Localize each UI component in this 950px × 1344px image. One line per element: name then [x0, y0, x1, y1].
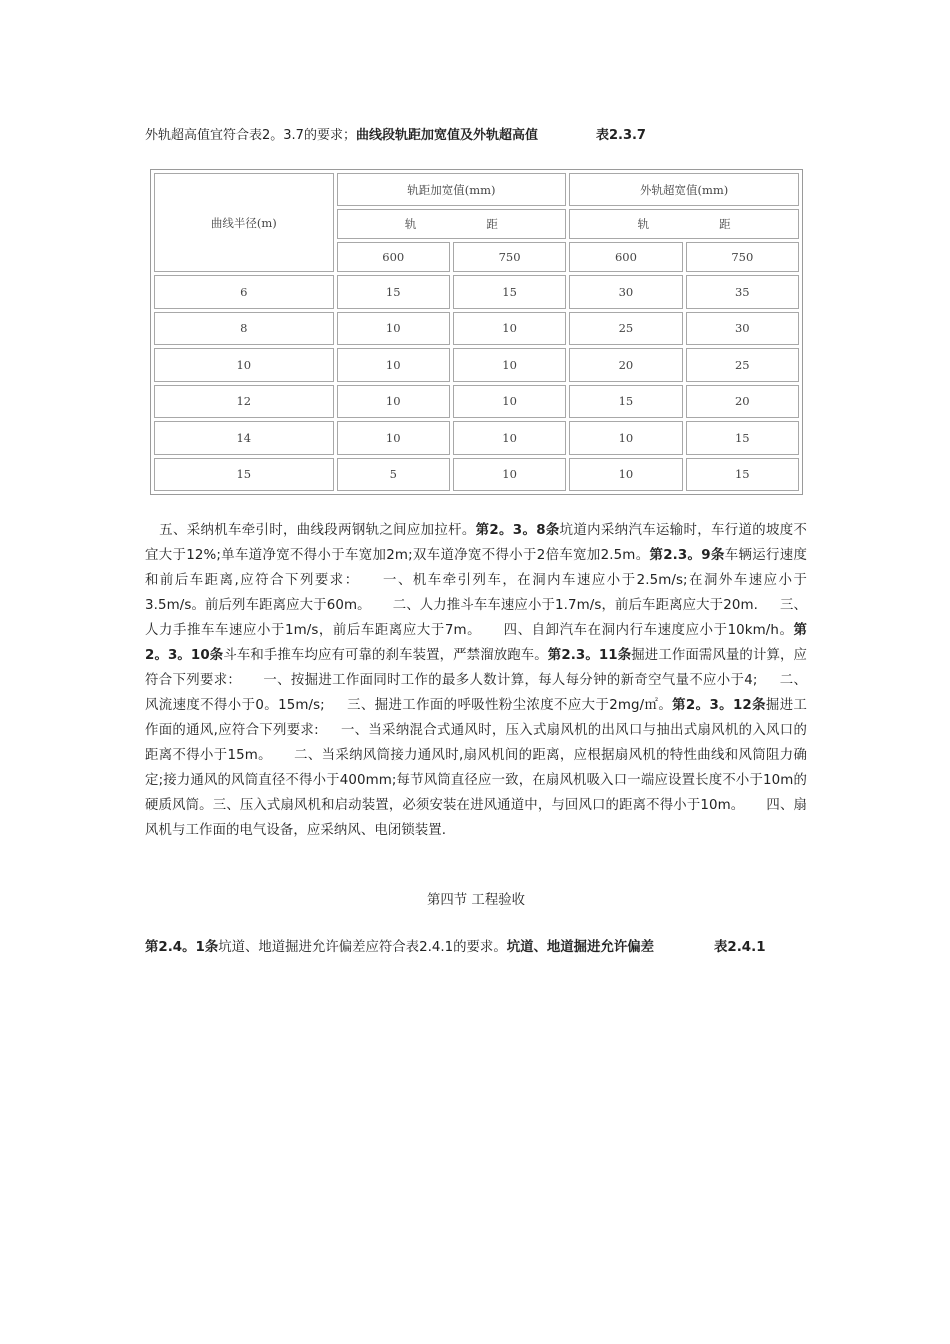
body-paragraph	[145, 518, 807, 843]
section-title: 第四节 工程验收	[427, 893, 525, 908]
table-caption: 曲线段轨距加宽值及外轨超高值	[355, 128, 538, 143]
article-2-3-9: 第2.3。9条	[649, 548, 725, 563]
subheader-gauge-super: 轨 距	[569, 209, 799, 239]
header-widen: 轨距加宽值(mm)	[337, 173, 567, 206]
header-super: 外轨超宽值(mm)	[569, 173, 799, 206]
table-number: 表2.3.7	[595, 128, 646, 143]
article-2-3-11: 第2.3。11条	[547, 648, 632, 663]
table-intro-line	[145, 126, 807, 146]
subheader-gauge-widen: 轨 距	[337, 209, 567, 239]
header-radius: 曲线半径(m)	[154, 173, 334, 272]
text-p5: 掘进工作面需风量的计算，应符合下列要求：	[145, 648, 808, 688]
table-caption-2: 坑道、地道掘进允许偏差	[506, 940, 655, 955]
text-p2: 坑道内采纳汽车运输时，车行道的坡度不宜大于12%;单车道净宽不得小于车宽加2m;双车道净宽不得小于2倍车宽加2.5m。	[145, 523, 807, 563]
gauge-600: 600	[337, 242, 450, 272]
table-row: 15 5 10 10 15	[154, 458, 799, 492]
last-text: 坑道、地道掘进允许偏差应符合表2.4.1的要求。	[218, 940, 507, 955]
text-p6c: 三、压入式扇风机和启动装置，必须安装在进风通道中，与回风口的距离不得小于10m。	[212, 798, 745, 813]
text-p3a: 一、机车牵引列车，在洞内车速应小于2.5m/s;在洞外车速应小于3.5m/s。前后列车距离应大于60m。	[145, 573, 807, 613]
text-p5c: 三、掘进工作面的呼吸性粉尘浓度不应大于2mg/㎡。	[346, 698, 673, 713]
text-p5a: 一、按掘进工作面同时工作的最多人数计算，每人每分钟的新奇空气量不应小于4;	[263, 673, 758, 688]
table-row: 14 10 10 10 15	[154, 421, 799, 455]
text-p3c: 三、人力手推车车速应小于1m/s，前后车距离应大于7m。	[145, 598, 808, 638]
gauge-600: 600	[569, 242, 682, 272]
gauge-750: 750	[686, 242, 799, 272]
last-paragraph	[145, 935, 807, 960]
text-p6d: 四、扇风机与工作面的电气设备，应采纳风、电闭锁装置.	[145, 798, 807, 838]
text-p3d: 四、自卸汽车在洞内行车速度应小于10km/h。	[503, 623, 794, 638]
table-row: 12 10 10 15 20	[154, 385, 799, 419]
curve-gauge-table	[151, 170, 802, 494]
article-2-3-12: 第2。3。12条	[672, 698, 766, 713]
article-2-4-1: 第2.4。1条	[145, 940, 219, 955]
gauge-750: 750	[453, 242, 566, 272]
table-row: 8 10 10 25 30	[154, 312, 799, 346]
table-frame	[150, 169, 803, 495]
table-row: 10 10 10 20 25	[154, 348, 799, 382]
text-p1: 五、采纳机车牵引时，曲线段两钢轨之间应加拉杆。	[159, 523, 476, 538]
text-p3b: 二、人力推斗车车速应小于1.7m/s，前后车距离应大于20m.	[392, 598, 758, 613]
article-2-3-10: 第2。3。10条	[145, 623, 808, 663]
text-p6: 掘进工作面的通风,应符合下列要求:	[145, 698, 807, 738]
intro-text: 外轨超高值宜符合表2。3.7的要求；	[145, 128, 356, 143]
table-number-2: 表2.4.1	[714, 940, 766, 955]
article-2-3-8: 第2。3。8条	[475, 523, 560, 538]
text-p6b: 二、当采纳风筒接力通风时,扇风机间的距离，应根据扇风机的特性曲线和风筒阻力确定;接力通风的风筒直径不得小于400mm;每节风筒直径应一致，在扇风机吸入口一端应设置长度不小于10m的硬质风筒。	[145, 748, 807, 813]
text-p4: 斗车和手推车均应有可靠的刹车装置，严禁溜放跑车。	[223, 648, 548, 663]
table-row: 6 15 15 30 35	[154, 275, 799, 309]
text-p5b: 二、风流速度不得小于0。15m/s;	[145, 673, 807, 713]
text-p6a: 一、当采纳混合式通风时，压入式扇风机的出风口与抽出式扇风机的入风口的距离不得小于15m。	[145, 723, 807, 763]
text-p3: 车辆运行速度和前后车距离,应符合下列要求：	[145, 548, 807, 588]
